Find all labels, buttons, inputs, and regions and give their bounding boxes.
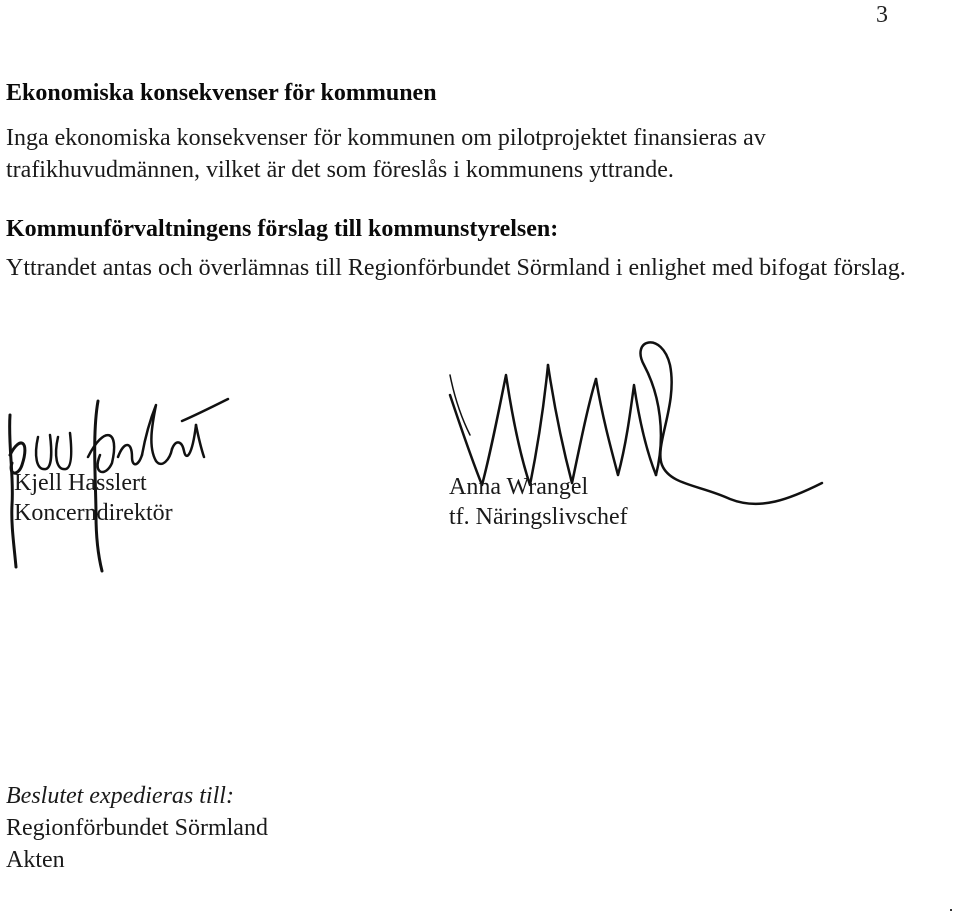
proposal-heading: Kommunförvaltningens förslag till kommunstyrelsen: <box>6 216 559 242</box>
page-number: 3 <box>876 2 888 28</box>
distribution-block <box>6 780 268 876</box>
economic-consequences-heading: Ekonomiska konsekvenser för kommunen <box>6 80 437 106</box>
distribution-heading: Beslutet expedieras till: <box>6 783 234 809</box>
scan-dot <box>950 909 952 911</box>
signature-block-2 <box>449 472 628 532</box>
signatory-name: Anna Wrangel <box>449 474 589 500</box>
distribution-recipient: Regionförbundet Sörmland <box>6 815 268 841</box>
distribution-recipient: Akten <box>6 847 65 873</box>
signature-block-1 <box>14 468 173 528</box>
signatory-name: Kjell Hasslert <box>14 470 147 496</box>
economic-consequences-text: Inga ekonomiska konsekvenser för kommunen om pilotprojektet finansieras av trafikhuvudmännen, vilket är det som föreslås i kommunens yttrande. <box>6 125 766 183</box>
signatory-title: Koncerndirektör <box>14 500 173 526</box>
signatory-title: tf. Näringslivschef <box>449 504 628 530</box>
proposal-text: Yttrandet antas och överlämnas till Regionförbundet Sörmland i enlighet med bifogat förslag. <box>6 255 906 281</box>
